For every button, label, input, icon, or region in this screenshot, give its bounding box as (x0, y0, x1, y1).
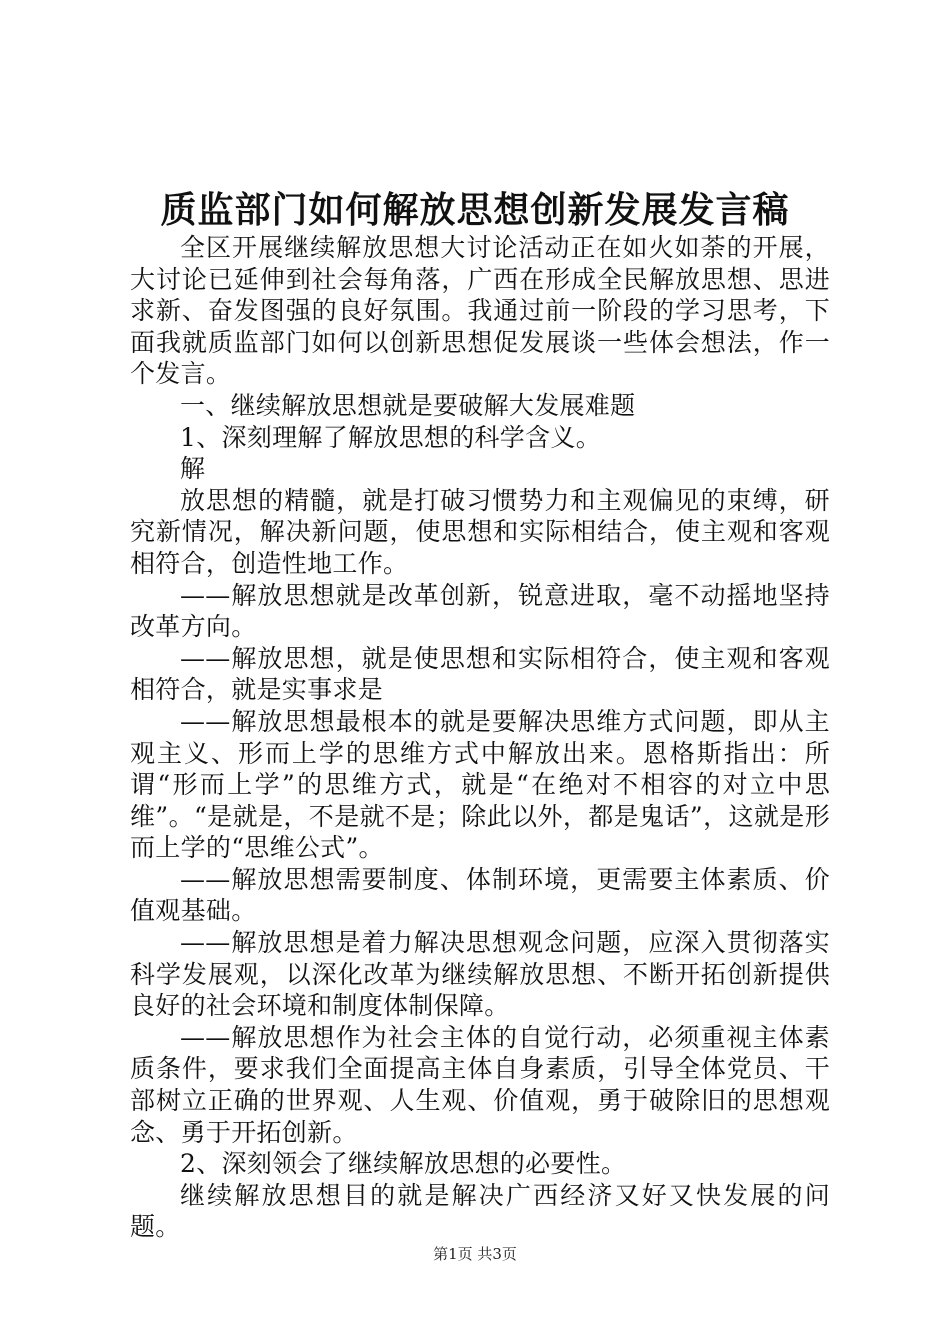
paragraph-dash-4: ——解放思想需要制度、体制环境，更需要主体素质、价值观基础。 (130, 864, 830, 926)
paragraph-dash-2: ——解放思想，就是使思想和实际相符合，使主观和客观相符合，就是实事求是 (130, 643, 830, 705)
section-heading-1: 一、继续解放思想就是要破解大发展难题 (180, 390, 636, 420)
paragraph-dash-5: ——解放思想是着力解决思想观念问题，应深入贯彻落实科学发展观，以深化改革为继续解放思想、不断开拓创新提供良好的社会环境和制度体制保障。 (130, 928, 830, 1021)
subsection-heading-1: 1、深刻理解了解放思想的科学含义。 (180, 422, 602, 452)
paragraph-purpose: 继续解放思想目的就是解决广西经济又好又快发展的问题。 (130, 1180, 830, 1242)
document-body (130, 232, 830, 1243)
paragraph-dash-6: ——解放思想作为社会主体的自觉行动，必须重视主体素质条件，要求我们全面提高主体自身素质，引导全体党员、干部树立正确的世界观、人生观、价值观，勇于破除旧的思想观念、勇于开拓创新。 (130, 1022, 830, 1147)
paragraph-dash-3: ——解放思想最根本的就是要解决思维方式问题，即从主观主义、形而上学的思维方式中解放出来。恩格斯指出：所谓“形而上学”的思维方式，就是“在绝对不相容的对立中思维”。“是就是，不是就不是；除此以外，都是鬼话”，这就是形而上学的“思维公式”。 (130, 706, 830, 863)
paragraph-dash-1: ——解放思想就是改革创新，锐意进取，毫不动摇地坚持改革方向。 (130, 580, 830, 642)
page-number-footer: 第1页 共3页 (433, 1245, 517, 1263)
paragraph-fragment: 解 (180, 454, 206, 484)
subsection-heading-2: 2、深刻领会了继续解放思想的必要性。 (180, 1149, 627, 1179)
paragraph-essence: 放思想的精髓，就是打破习惯势力和主观偏见的束缚，研究新情况，解决新问题，使思想和实际相结合，使主观和客观相符合，创造性地工作。 (130, 485, 830, 578)
document-title: 质监部门如何解放思想创新发展发言稿 (160, 189, 790, 231)
paragraph-intro: 全区开展继续解放思想大讨论活动正在如火如荼的开展，大讨论已延伸到社会每角落，广西在形成全民解放思想、思进求新、奋发图强的良好氛围。我通过前一阶段的学习思考，下面我就质监部门如何以创新思想促发展谈一些体会想法，作一个发言。 (130, 233, 830, 389)
